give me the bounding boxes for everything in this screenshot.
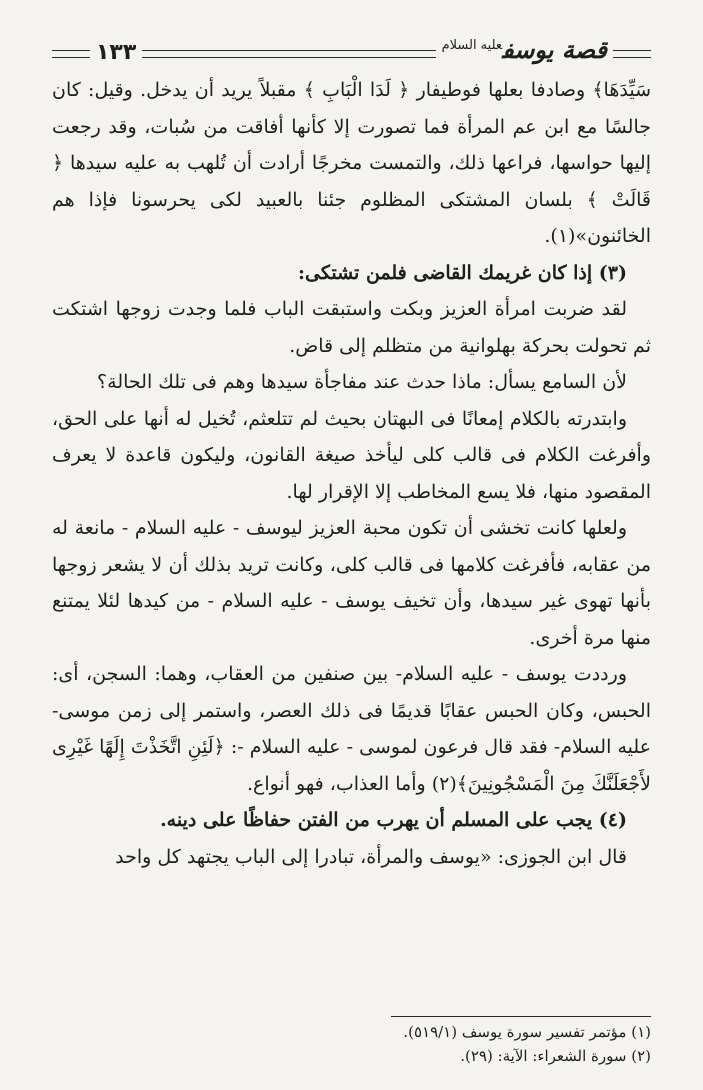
footnotes — [52, 1020, 651, 1068]
running-header — [52, 14, 651, 74]
honorific-text: عليه السلام — [441, 38, 503, 53]
footnote-separator — [391, 1016, 651, 1017]
body-text — [52, 72, 651, 875]
paragraph-1: سَيِّدَهَا﴾ وصادفا بعلها فوطيفار ﴿ لَدَا الْبَابِ ﴾ مقبلاً يريد أن يدخل. وقيل: كان جالسًا مع ابن عم المرأة فما تصورت إلا كأنها أفاقت من سُبات، وقد رجعت إليها حواسها، فراعها ذلك، والتمست مخرجًا أرادت أن تُلهب به عليه سيدها ﴿ قَالَتْ ﴾ بلسان المشتكى المظلوم جئنا بالعبيد لكى يحرسونا فإذا هم الخائنون»(١). — [52, 79, 651, 247]
paragraph-5: ولعلها كانت تخشى أن تكون محبة العزيز ليوسف - عليه السلام - مانعة له من عقابه، فأفرغت كلامها فى قالب كلى، وكانت تريد بذلك أن لا يشعر زوجها بأنها تهوى غير سيدها، وأن تخيف يوسف - عليه السلام - من كيدها لئلا يمتنع منها مرة أخرى. — [52, 517, 651, 649]
page-number: ١٣٣ — [90, 36, 142, 70]
paragraph-4: وابتدرته بالكلام إمعانًا فى البهتان بحيث لم تتلعثم، تُخيل له أنها على الحق، وأفرغت الكلام فى قالب كلى ليأخذ صيغة القانون، وليكون قاعدة لا يعرف المقصود منها، فلا يسع المخاطب إلا الإقرار لها. — [52, 407, 651, 503]
paragraph-2: لقد ضربت امرأة العزيز وبكت واستبقت الباب فلما وجدت زوجها اشتكت ثم تحولت بحركة بهلوانية من متظلم إلى قاض. — [52, 298, 651, 357]
book-title-text: قصة يوسف — [502, 36, 607, 64]
paragraph-6: ورددت يوسف - عليه السلام- بين صنفين من العقاب، وهما: السجن، أى: الحبس، وكان الحبس عقابًا قديمًا فى ذلك العصر، واستمر إلى زمن موسى- عليه السلام- فقد قال فرعون لموسى - عليه السلام -: ﴿لَئِنِ اتَّخَذْتَ إِلَهًا غَيْرِى لأَجْعَلَنَّكَ مِنَ الْمَسْجُونِينَ﴾(٢) وأما العذاب، فهو أنواع. — [52, 663, 651, 795]
subheading-4: (٤) يجب على المسلم أن يهرب من الفتن حفاظًا على دينه. — [160, 809, 627, 831]
footnote-1: (١) مؤتمر تفسير سورة يوسف (٥١٩/١). — [403, 1023, 651, 1041]
subheading-3: (٣) إذا كان غريمك القاضى فلمن تشتكى: — [298, 261, 627, 284]
footnote-2: (٢) سورة الشعراء: الآية: (٢٩). — [460, 1047, 651, 1065]
paragraph-7: قال ابن الجوزى: «يوسف والمرأة، تبادرا إلى الباب يجتهد كل واحد — [115, 845, 627, 868]
paragraph-3: لأن السامع يسأل: ماذا حدث عند مفاجأة سيدها وهم فى تلك الحالة؟ — [97, 371, 627, 393]
book-title — [436, 28, 613, 68]
